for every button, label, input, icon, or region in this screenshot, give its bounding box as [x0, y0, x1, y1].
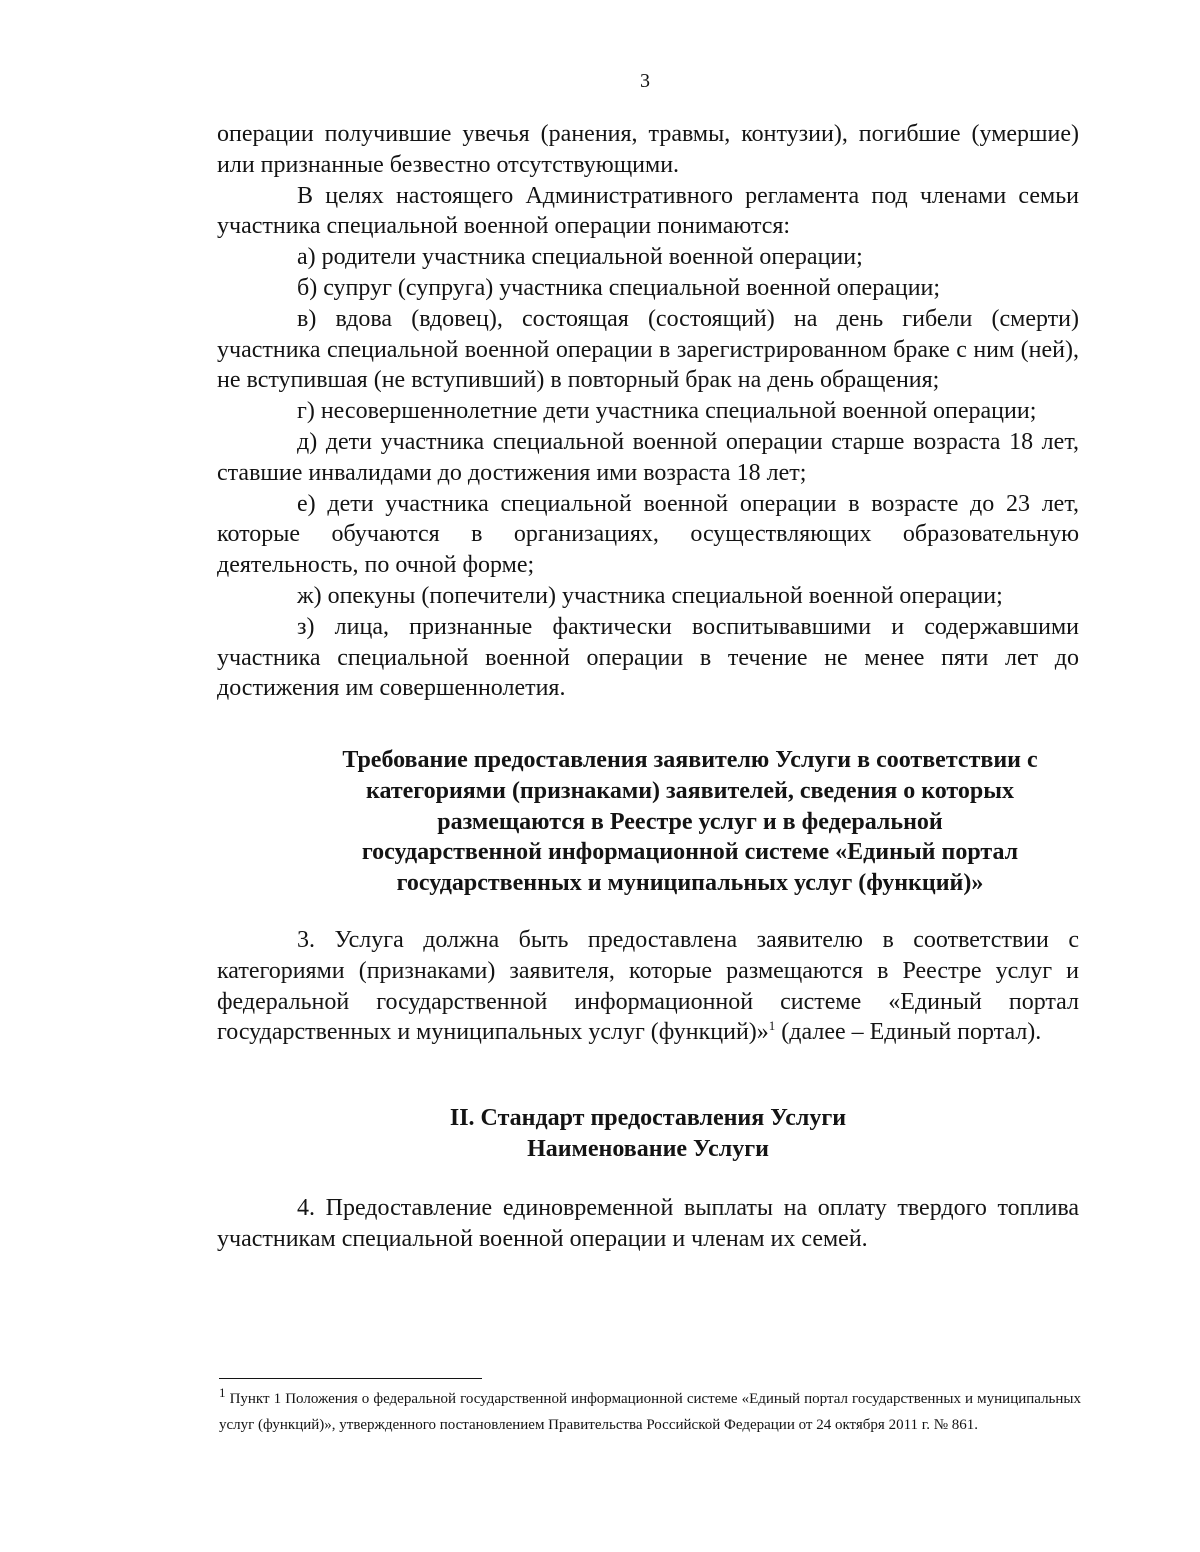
paragraph-3-tail: (далее – Единый портал).: [775, 1019, 1042, 1046]
subsection-title: Наименование Услуги: [527, 1135, 769, 1162]
heading-line: размещаются в Реестре услуг и в федеральной: [437, 808, 943, 835]
heading-line: Требование предоставления заявителю Услуги в соответствии с: [342, 747, 1038, 773]
list-item-e: е) дети участника специальной военной операции в возрасте до 23 лет, которые обучаются в организациях, осуществляющих образовательную деятельность, по очной форме;: [217, 490, 1079, 579]
paragraph-3-main: 3. Услуга должна быть предоставлена заявителю в соответствии с категориями (признаками) заявителя, которые размещаются в Реестре услуг и федеральной государственной информационной системе «Единый портал государственных и муниципальных услуг (функций)»: [217, 927, 1079, 1046]
paragraph-3: [217, 925, 1079, 1048]
heading-line: государственной информационной системе «Единый портал: [361, 839, 1019, 866]
paragraph-4-text: 4. Предоставление единовременной выплаты на оплату твердого топлива участникам специальной военной операции и членам их семей.: [217, 1195, 1079, 1252]
section-title: II. Стандарт предоставления Услуги: [449, 1105, 847, 1131]
heading-line: категориями (признаками) заявителей, сведения о которых: [366, 777, 1014, 804]
footnote-text: Пункт 1 Положения о федеральной государственной информационной системе «Единый портал государственных и муниципальных услуг (функций)», утвержденного постановлением Правительства Российской Федерации от 24 октября 2011 г. № 861.: [219, 1391, 1081, 1433]
list-item-d: д) дети участника специальной военной операции старше возраста 18 лет, ставшие инвалидами до достижения ими возраста 18 лет;: [217, 428, 1079, 486]
intro-section: [217, 119, 1079, 704]
paragraph-4: [217, 1193, 1079, 1255]
heading-line: государственных и муниципальных услуг (функций)»: [396, 870, 984, 897]
list-item-v: в) вдова (вдовец), состоящая (состоящий) на день гибели (смерти) участника специальной военной операции в зарегистрированном браке с ним (ней), не вступившая (не вступивший) в повторный брак на день обращения;: [217, 305, 1079, 394]
definition-paragraph: В целях настоящего Административного регламента под членами семьи участника специальной военной операции понимаются:: [217, 182, 1079, 240]
footnote-marker: 1: [219, 1385, 226, 1400]
list-item-b: б) супруг (супруга) участника специальной военной операции;: [297, 274, 941, 301]
continuation-paragraph: операции получившие увечья (ранения, травмы, контузии), погибшие (умершие) или признанные безвестно отсутствующими.: [217, 121, 1079, 178]
list-item-zh: ж) опекуны (попечители) участника специальной военной операции;: [297, 582, 1003, 609]
footnote-reference: 1: [768, 1018, 776, 1034]
footnote: [219, 1386, 1081, 1438]
list-item-z: з) лица, признанные фактически воспитывавшими и содержавшими участника специальной военной операции в течение не менее пяти лет до достижения им совершеннолетия.: [217, 613, 1079, 702]
paragraph-3-text: [217, 925, 1079, 1048]
list-item-a: а) родители участника специальной военной операции;: [297, 244, 863, 271]
page-number: 3: [640, 70, 650, 92]
list-item-g: г) несовершеннолетние дети участника специальной военной операции;: [297, 398, 1037, 425]
section-heading-standard: [217, 1103, 1079, 1165]
section-heading-requirement: [300, 745, 1080, 899]
footnote-divider: [219, 1378, 482, 1379]
